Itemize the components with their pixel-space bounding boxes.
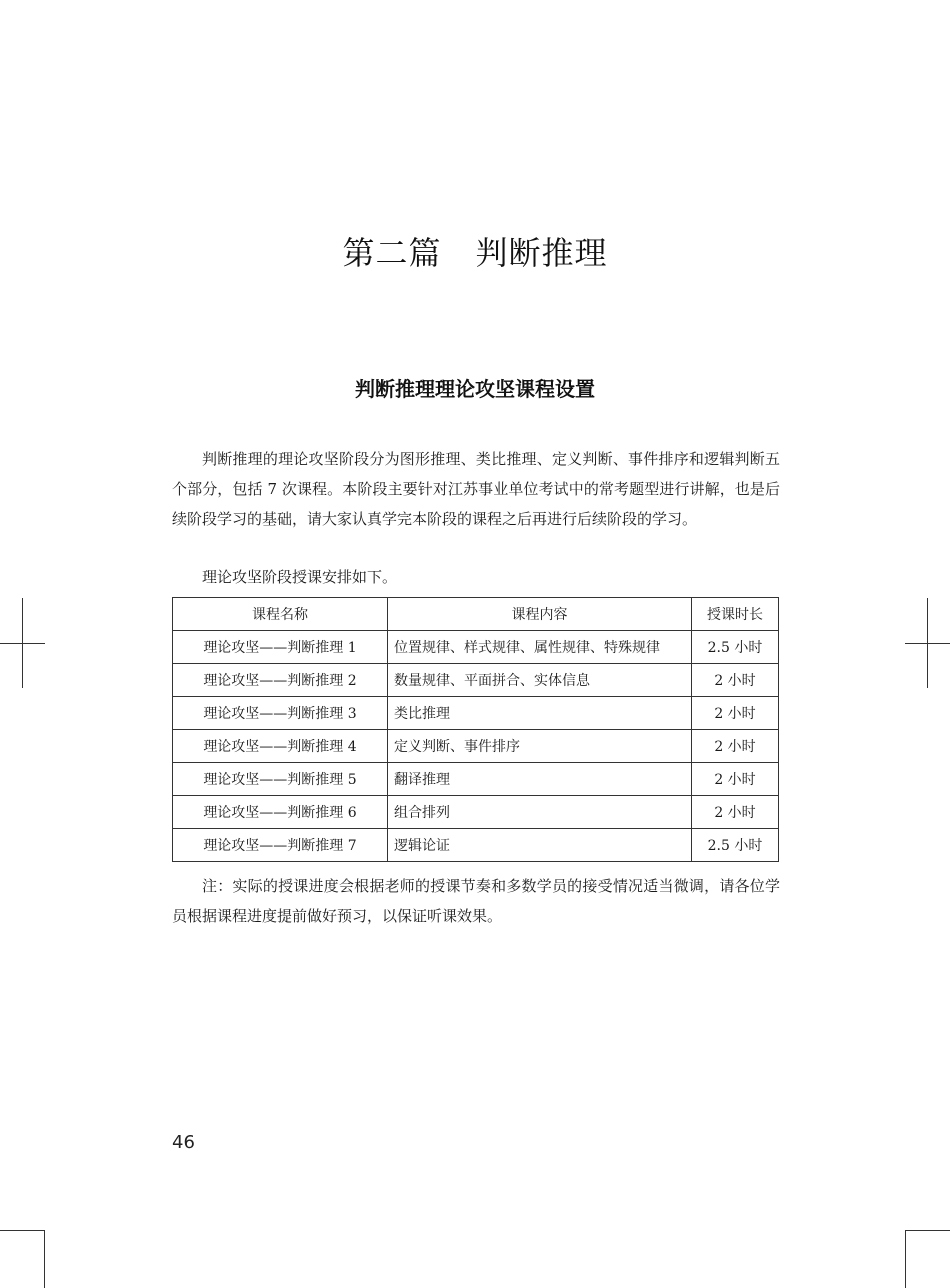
course-hours-cell: 2 小时 — [692, 763, 779, 796]
schedule-intro: 理论攻坚阶段授课安排如下。 — [202, 568, 398, 586]
crop-mark-right-horizontal — [905, 643, 950, 644]
course-name-cell: 理论攻坚——判断推理 2 — [173, 664, 388, 697]
section-title: 判断推理理论攻坚课程设置 — [355, 377, 595, 401]
course-hours-cell: 2 小时 — [692, 796, 779, 829]
course-name-cell: 理论攻坚——判断推理 4 — [173, 730, 388, 763]
table-header-row — [173, 598, 779, 631]
part-name: 判断推理 — [475, 234, 608, 272]
course-content-cell: 定义判断、事件排序 — [388, 730, 692, 763]
course-name-cell: 理论攻坚——判断推理 5 — [173, 763, 388, 796]
footnote: 注：实际的授课进度会根据老师的授课节奏和多数学员的接受情况适当微调，请各位学员根据课程进度提前做好预习，以保证听课效果。 — [172, 877, 780, 925]
course-hours-cell: 2 小时 — [692, 730, 779, 763]
course-content-cell: 组合排列 — [388, 796, 692, 829]
course-name-cell: 理论攻坚——判断推理 1 — [173, 631, 388, 664]
crop-mark-bottom-right-v — [905, 1230, 906, 1288]
course-hours-cell: 2.5 小时 — [692, 631, 779, 664]
course-content-cell: 数量规律、平面拼合、实体信息 — [388, 664, 692, 697]
table-row — [173, 697, 779, 730]
header-course-content: 课程内容 — [388, 598, 692, 631]
table-row — [173, 763, 779, 796]
course-hours-cell: 2.5 小时 — [692, 829, 779, 862]
header-course-hours: 授课时长 — [692, 598, 779, 631]
table-row — [173, 631, 779, 664]
crop-mark-bottom-left-v — [44, 1230, 45, 1288]
course-content-cell: 类比推理 — [388, 697, 692, 730]
course-content-cell: 位置规律、样式规律、属性规律、特殊规律 — [388, 631, 692, 664]
course-content-cell: 翻译推理 — [388, 763, 692, 796]
part-title — [0, 228, 950, 274]
course-content-cell: 逻辑论证 — [388, 829, 692, 862]
course-schedule-table — [172, 597, 779, 862]
intro-paragraph: 判断推理的理论攻坚阶段分为图形推理、类比推理、定义判断、事件排序和逻辑判断五个部分，包括 7 次课程。本阶段主要针对江苏事业单位考试中的常考题型进行讲解，也是后续阶段学习的基础，请大家认真学完本阶段的课程之后再进行后续阶段的学习。 — [172, 450, 780, 528]
course-name-cell: 理论攻坚——判断推理 6 — [173, 796, 388, 829]
table-row — [173, 796, 779, 829]
course-name-cell: 理论攻坚——判断推理 7 — [173, 829, 388, 862]
table-row — [173, 730, 779, 763]
part-number: 第二篇 — [342, 234, 442, 272]
crop-mark-bottom-left-h — [0, 1230, 45, 1231]
course-hours-cell: 2 小时 — [692, 664, 779, 697]
table-row — [173, 664, 779, 697]
course-hours-cell: 2 小时 — [692, 697, 779, 730]
crop-mark-left-horizontal — [0, 643, 45, 644]
crop-mark-bottom-right-h — [905, 1230, 950, 1231]
header-course-name: 课程名称 — [173, 598, 388, 631]
page-number: 46 — [172, 1132, 195, 1153]
course-name-cell: 理论攻坚——判断推理 3 — [173, 697, 388, 730]
table-row — [173, 829, 779, 862]
